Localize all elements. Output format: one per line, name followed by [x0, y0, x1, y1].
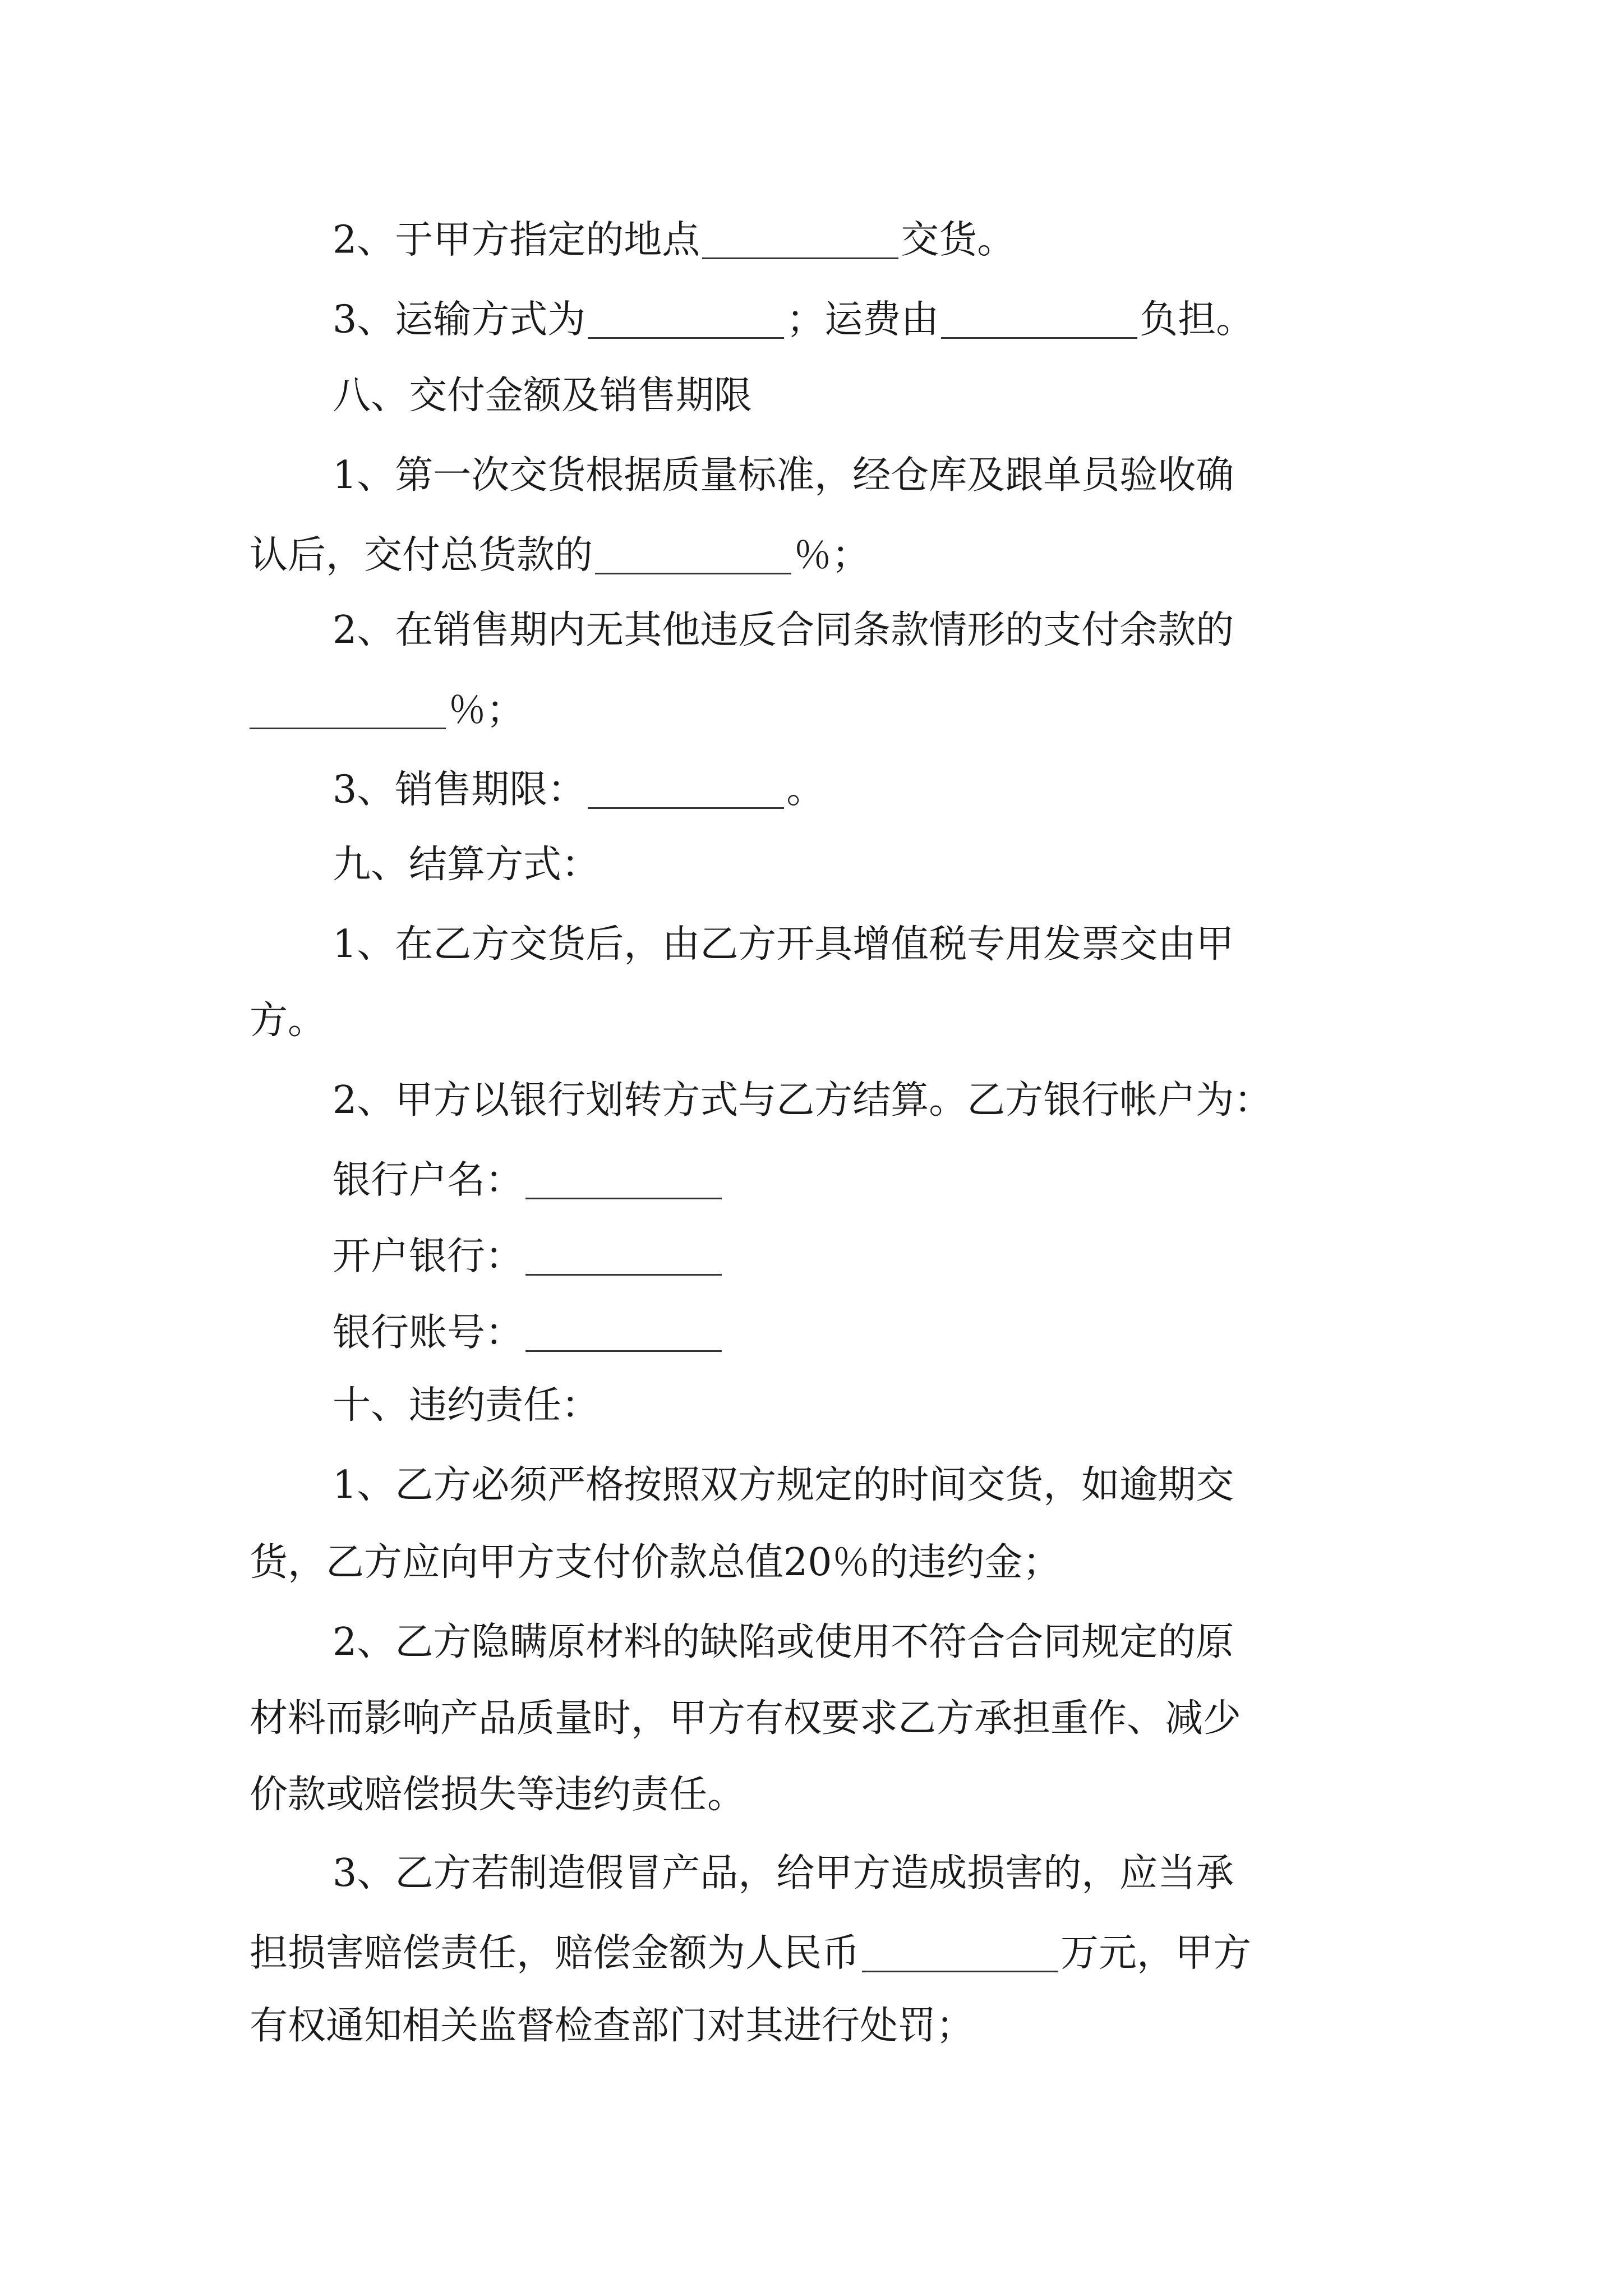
clause-7-3: [250, 297, 1488, 342]
bank-branch-blank: [525, 1234, 722, 1276]
clause-8-1-text: 认后，交付总货款的: [250, 533, 593, 578]
clause-8-3-text: 3、销售期限：: [333, 767, 586, 812]
bank-branch-label: 开户银行：: [333, 1234, 524, 1279]
bank-name-blank: [525, 1158, 722, 1199]
clause-10-3-line1: 3、乙方若制造假冒产品，给甲方造成损害的，应当承: [333, 1851, 1234, 1895]
clause-10-1-line2: 货，乙方应向甲方支付价款总值20％的违约金；: [250, 1540, 1061, 1585]
section-9-heading: 九、结算方式：: [333, 843, 600, 887]
clause-10-3-text: 担损害赔偿责任，赔偿金额为人民币: [250, 1931, 860, 1976]
compensation-amount-blank: [862, 1931, 1058, 1972]
sales-period-blank: [588, 767, 784, 809]
section-10-heading: 十、违约责任：: [333, 1383, 600, 1428]
balance-percent-blank: [250, 688, 446, 729]
clause-10-3-mid: 万元，甲方: [1061, 1931, 1252, 1976]
bank-name-label: 银行户名：: [333, 1158, 524, 1203]
clause-7-3-tail: 负担。: [1140, 297, 1255, 342]
clause-8-1-line2: [250, 533, 1405, 578]
clause-10-3-line3: 有权通知相关监督检查部门对其进行处罚；: [250, 2004, 975, 2048]
clause-7-2-text: 2、于甲方指定的地点: [333, 218, 700, 263]
clause-8-2-line1: 2、在销售期内无其他违反合同条款情形的支付余款的: [333, 608, 1234, 652]
clause-7-2: [250, 218, 1488, 263]
clause-8-3: [250, 767, 1488, 812]
clause-9-1-line1: 1、在乙方交货后，由乙方开具增值税专用发票交由甲: [333, 922, 1234, 967]
clause-7-3-mid: ；运费由: [786, 297, 939, 342]
freight-payer-blank: [941, 297, 1137, 339]
clause-9-2: 2、甲方以银行划转方式与乙方结算。乙方银行帐户为：: [333, 1078, 1272, 1122]
clause-10-3-line2: [250, 1931, 1405, 1976]
clause-10-2-line2: 材料而影响产品质量时，甲方有权要求乙方承担重作、减少: [250, 1696, 1242, 1741]
clause-7-2-tail: 交货。: [901, 218, 1016, 263]
first-payment-percent-blank: [595, 533, 791, 574]
clause-7-3-text: 3、运输方式为: [333, 297, 586, 342]
clause-8-2-tail: ％；: [448, 688, 525, 733]
bank-account-blank: [525, 1310, 722, 1352]
clause-9-1-line2: 方。: [250, 999, 326, 1043]
section-8-heading: 八、交付金额及销售期限: [333, 374, 753, 418]
bank-name-row: [250, 1158, 1488, 1203]
bank-account-label: 银行账号：: [333, 1310, 524, 1355]
bank-account-row: [250, 1310, 1488, 1355]
clause-10-2-line3: 价款或赔偿损失等违约责任。: [250, 1773, 746, 1817]
transport-method-blank: [588, 297, 784, 339]
clause-8-3-tail: 。: [786, 767, 825, 812]
clause-10-1-line1: 1、乙方必须严格按照双方规定的时间交货，如逾期交: [333, 1463, 1234, 1507]
delivery-location-blank: [702, 218, 898, 259]
clause-8-1-line1: 1、第一次交货根据质量标准，经仓库及跟单员验收确: [333, 453, 1234, 498]
clause-8-1-tail: ％；: [794, 533, 870, 578]
bank-branch-row: [250, 1234, 1488, 1279]
clause-8-2-line2: [250, 688, 1405, 733]
clause-10-2-line1: 2、乙方隐瞒原材料的缺陷或使用不符合合同规定的原: [333, 1620, 1234, 1664]
